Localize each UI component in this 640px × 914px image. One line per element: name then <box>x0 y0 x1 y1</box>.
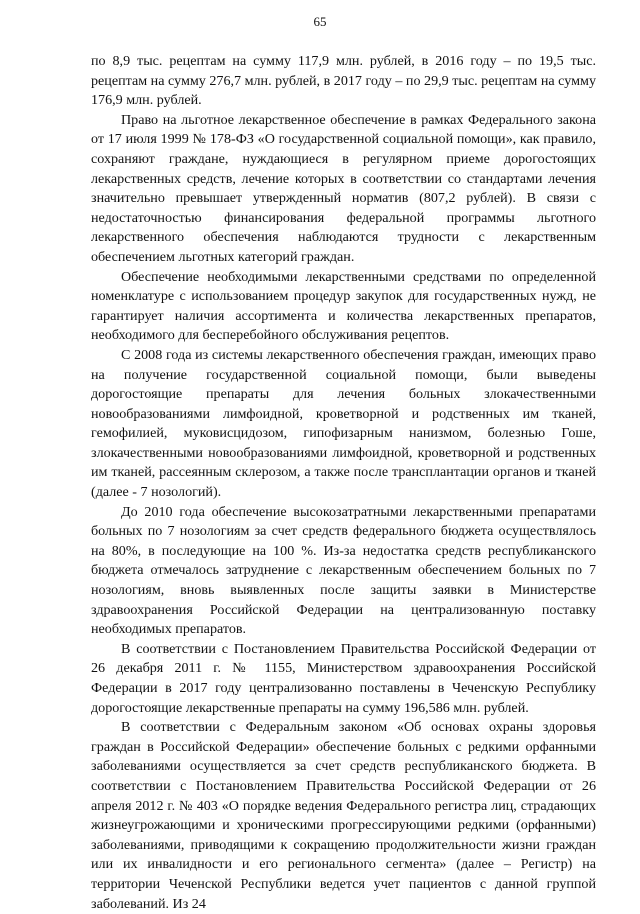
paragraph-1-continuation: по 8,9 тыс. рецептам на сумму 117,9 млн. рублей, в 2016 году – по 19,5 тыс. рецептам на сумму 276,7 млн. рублей, в 2017 году – по 29,9 тыс. рецептам на сумму 176,9 млн. рублей. <box>91 53 596 109</box>
paragraph-7-orphan-diseases: В соответствии с Федеральным законом «Об основах охраны здоровья граждан в Российской Федерации» обеспечение больных с редкими орфанными заболеваниями осуществляется за счет средств республиканского бюджета. В соответствии с Постановлением Правительства Российской Федерации от 26 апреля 2012 г. № 403 «О порядке ведения Федерального регистра лиц, страдающих жизнеугрожающими и хроническими прогрессирующими редкими (орфанными) заболеваниями, приводящими к сокращению продолжительности жизни граждан или их инвалидности и его регионального сегмента» (далее – Регистр) на территории Чеченской Республики ведется учет пациентов с данной группой заболеваний. Из 24 <box>91 719 596 912</box>
body-text <box>91 52 596 914</box>
paragraph-3-procurement: Обеспечение необходимыми лекарственными средствами по определенной номенклатуре с использованием процедур закупок для государственных нужд, не гарантирует наличия ассортимента и количества лекарственных препаратов, необходимого для бесперебойного обслуживания рецептов. <box>91 268 596 344</box>
paragraph-4-seven-nosologies: С 2008 года из системы лекарственного обеспечения граждан, имеющих право на получение государственной социальной помощи, были выведены дорогостоящие препараты для лечения больных злокачественными новообразованиями лимфоидной, кроветворной и родственных им тканей, гемофилией, муковисцидозом, гипофизарным нанизмом, болезнью Гоше, злокачественными новообразованиями лимфоидной, кроветворной и родственных им тканей, рассеянным склерозом, а также после трансплантации органов и тканей (далее - 7 нозологий). <box>91 346 596 501</box>
page-number: 65 <box>313 14 327 29</box>
paragraph-6-government-resolution: В соответствии с Постановлением Правительства Российской Федерации от 26 декабря 2011 г. № 1155, Министерством здравоохранения Российской Федерации в 2017 году централизованно поставлены в Чеченскую Республику дорогостоящие лекарственные препараты на сумму 196,586 млн. рублей. <box>91 640 596 716</box>
paragraph-5-funding-history: До 2010 года обеспечение высокозатратными лекарственными препаратами больных по 7 нозологиям за счет средств федерального бюджета осуществлялось на 80%, в последующие на 100 %. Из-за недостатка средств республиканского бюджета отмечалось затруднение с лекарственным обеспечением больных по 7 нозологиям, вновь выявленных после защиты заявки в Министерстве здравоохранения Российской Федерации на централизованную поставку необходимых препаратов. <box>91 503 596 638</box>
paragraph-2-preferential-provision: Право на льготное лекарственное обеспечение в рамках Федерального закона от 17 июля 1999 № 178-ФЗ «О государственной социальной помощи», как правило, сохраняют граждане, нуждающиеся в регулярном приеме дорогостоящих лекарственных средств, лечение которых в соответствии со стандартами лечения значительно превышает утвержденный норматив (807,2 рублей). В связи с недостаточностью финансирования федеральной программы льготного лекарственного обеспечения наблюдаются трудности с лекарственным обеспечением льготных категорий граждан. <box>91 111 596 265</box>
